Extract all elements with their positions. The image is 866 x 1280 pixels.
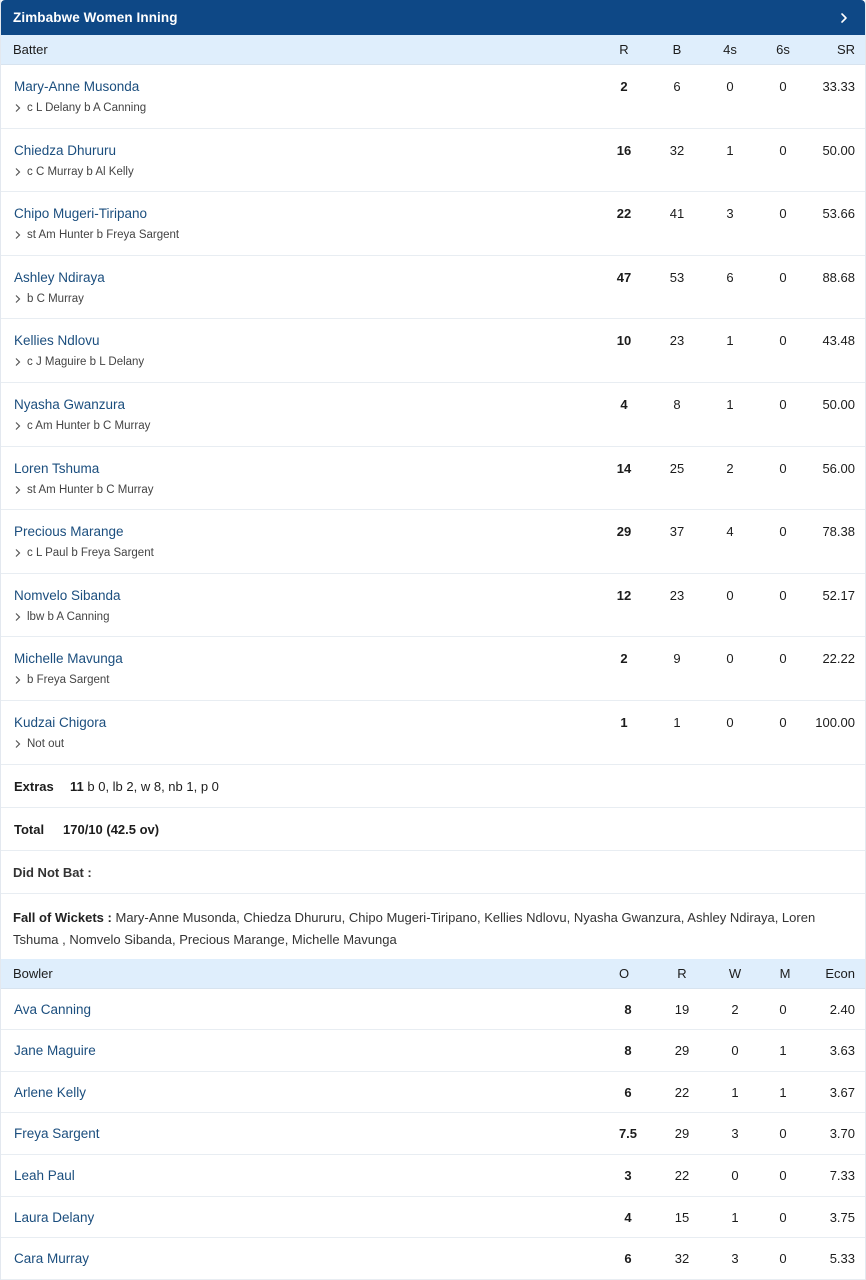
batter-fours: 4 xyxy=(726,524,734,540)
chevron-right-icon xyxy=(14,675,22,685)
bowler-maidens: 0 xyxy=(779,1167,787,1183)
batter-sixes: 0 xyxy=(779,587,787,603)
batter-sixes: 0 xyxy=(779,206,787,222)
bowler-runs: 32 xyxy=(674,1251,690,1267)
bowler-overs: 8 xyxy=(624,1043,632,1059)
batter-name[interactable]: Michelle Mavunga xyxy=(14,651,123,667)
bowler-name[interactable]: Jane Maguire xyxy=(14,1043,96,1059)
batter-fours: 2 xyxy=(726,460,734,476)
batter-strike-rate: 33.33 xyxy=(822,79,855,94)
bowler-economy: 5.33 xyxy=(829,1251,855,1267)
bowler-maidens: 0 xyxy=(779,1209,787,1225)
extras-label: Extras xyxy=(14,778,54,794)
batter-name[interactable]: Kellies Ndlovu xyxy=(14,333,100,349)
batter-runs: 12 xyxy=(616,587,632,603)
bowler-overs: 8 xyxy=(624,1001,632,1017)
batter-runs: 29 xyxy=(616,524,632,540)
batter-sixes: 0 xyxy=(779,460,787,476)
did-not-bat-row xyxy=(1,851,865,894)
dismissal-info[interactable] xyxy=(14,547,154,559)
batter-balls: 1 xyxy=(673,714,681,730)
bowler-runs: 15 xyxy=(674,1209,690,1225)
batter-row[interactable] xyxy=(1,129,865,193)
batter-strike-rate: 50.00 xyxy=(822,396,855,412)
batter-fours: 0 xyxy=(726,79,734,94)
batter-fours: 1 xyxy=(726,333,734,349)
total-label: Total xyxy=(14,821,45,837)
batter-name[interactable]: Loren Tshuma xyxy=(14,460,100,476)
chevron-right-icon[interactable] xyxy=(835,9,853,27)
batter-runs: 22 xyxy=(616,206,632,222)
bowler-runs: 22 xyxy=(674,1084,690,1100)
bowler-maidens: 0 xyxy=(779,1251,787,1267)
bowler-runs: 19 xyxy=(674,1001,690,1017)
batter-strike-rate: 88.68 xyxy=(822,269,855,285)
bowler-overs: 6 xyxy=(624,1251,632,1267)
dismissal-text: st Am Hunter b C Murray xyxy=(27,483,154,496)
bowler-runs: 29 xyxy=(674,1126,690,1142)
batter-sixes: 0 xyxy=(779,396,787,412)
batter-sixes: 0 xyxy=(779,269,787,285)
bowler-row[interactable] xyxy=(1,1197,865,1239)
chevron-right-icon xyxy=(14,485,22,495)
sixes-column-header: 6s xyxy=(776,42,790,57)
bowler-row[interactable] xyxy=(1,989,865,1031)
bowler-name[interactable]: Leah Paul xyxy=(14,1167,75,1183)
bowler-row[interactable] xyxy=(1,1155,865,1197)
bowler-overs: 7.5 xyxy=(618,1126,638,1142)
bowler-name[interactable]: Cara Murray xyxy=(14,1251,90,1267)
batter-row[interactable] xyxy=(1,65,865,129)
dismissal-info[interactable] xyxy=(14,229,179,241)
total-value: 170/10 (42.5 ov) xyxy=(63,821,160,837)
dismissal-text: lbw b A Canning xyxy=(27,610,110,623)
bowler-maidens: 0 xyxy=(779,1001,787,1017)
dismissal-text: st Am Hunter b Freya Sargent xyxy=(27,229,180,242)
runs-column-header: R xyxy=(619,42,629,57)
bowler-economy: 7.33 xyxy=(829,1167,855,1183)
bowler-maidens: 1 xyxy=(779,1043,787,1059)
batter-row[interactable] xyxy=(1,383,865,447)
batter-fours: 0 xyxy=(726,587,734,603)
bowler-row[interactable] xyxy=(1,1072,865,1114)
batter-runs: 4 xyxy=(620,396,628,412)
batter-row[interactable] xyxy=(1,319,865,383)
extras-total: 11 xyxy=(70,778,84,794)
batter-runs: 1 xyxy=(620,714,628,730)
chevron-right-icon xyxy=(14,612,22,622)
batter-balls: 32 xyxy=(669,142,685,158)
batter-runs: 47 xyxy=(616,269,632,285)
total-row xyxy=(1,808,865,851)
bowler-wickets: 0 xyxy=(731,1167,739,1183)
extras-row xyxy=(1,765,865,808)
chevron-right-icon xyxy=(14,103,22,113)
batter-strike-rate: 53.66 xyxy=(822,206,855,222)
batter-balls: 25 xyxy=(669,460,685,476)
batter-name[interactable]: Chiedza Dhururu xyxy=(14,142,117,158)
innings-header[interactable] xyxy=(1,0,865,35)
bowler-wickets: 1 xyxy=(731,1084,739,1100)
batter-row[interactable] xyxy=(1,447,865,511)
batter-sixes: 0 xyxy=(779,79,787,94)
bowling-header-row xyxy=(1,959,865,989)
dismissal-info[interactable] xyxy=(14,738,64,750)
batter-name[interactable]: Mary-Anne Musonda xyxy=(14,79,140,94)
batter-name[interactable]: Chipo Mugeri-Tiripano xyxy=(14,206,148,222)
batter-sixes: 0 xyxy=(779,524,787,540)
dismissal-text: b Freya Sargent xyxy=(27,674,110,687)
chevron-right-icon xyxy=(14,421,22,431)
batter-name[interactable]: Nomvelo Sibanda xyxy=(14,587,121,603)
dismissal-text: c Am Hunter b C Murray xyxy=(27,419,151,432)
batter-row[interactable] xyxy=(1,701,865,765)
batting-header-row xyxy=(1,35,865,65)
batter-balls: 8 xyxy=(673,396,681,412)
batter-row[interactable] xyxy=(1,637,865,701)
batter-balls: 23 xyxy=(669,333,685,349)
batter-runs: 10 xyxy=(616,333,632,349)
bowler-name[interactable]: Laura Delany xyxy=(14,1209,95,1225)
batter-fours: 0 xyxy=(726,714,734,730)
did-not-bat-label: Did Not Bat : xyxy=(13,864,92,880)
innings-title: Zimbabwe Women Inning xyxy=(13,10,178,25)
economy-column-header: Econ xyxy=(825,965,855,981)
bowler-wickets: 2 xyxy=(731,1001,739,1017)
bowler-name[interactable]: Ava Canning xyxy=(14,1001,92,1017)
bowler-maidens: 1 xyxy=(779,1084,787,1100)
balls-column-header: B xyxy=(672,42,682,57)
batter-balls: 9 xyxy=(673,651,681,667)
batter-strike-rate: 52.17 xyxy=(822,587,855,603)
batter-sixes: 0 xyxy=(779,142,787,158)
bowler-name[interactable]: Arlene Kelly xyxy=(14,1084,87,1100)
dismissal-text: c C Murray b Al Kelly xyxy=(27,165,134,178)
bowler-wickets: 3 xyxy=(731,1126,739,1142)
batter-fours: 1 xyxy=(726,396,734,412)
batter-row[interactable] xyxy=(1,256,865,320)
batter-fours: 3 xyxy=(726,206,734,222)
bowler-economy: 2.40 xyxy=(829,1001,855,1017)
chevron-right-icon xyxy=(14,294,22,304)
bowler-economy: 3.67 xyxy=(829,1084,855,1100)
bowler-runs: 29 xyxy=(674,1043,690,1059)
dismissal-info[interactable] xyxy=(14,674,109,686)
chevron-right-icon xyxy=(14,230,22,240)
batter-row[interactable] xyxy=(1,574,865,638)
batter-name[interactable]: Ashley Ndiraya xyxy=(14,269,105,285)
batter-sixes: 0 xyxy=(779,651,787,667)
bowler-wickets: 0 xyxy=(731,1043,739,1059)
dismissal-text: Not out xyxy=(27,737,65,750)
batter-name[interactable]: Kudzai Chigora xyxy=(14,714,107,730)
batter-runs: 16 xyxy=(616,142,632,158)
bowler-wickets: 1 xyxy=(731,1209,739,1225)
batter-strike-rate: 56.00 xyxy=(822,460,855,476)
bowler-column-header: Bowler xyxy=(13,965,53,981)
bowler-row[interactable] xyxy=(1,1113,865,1155)
dismissal-text: c J Maguire b L Delany xyxy=(27,356,145,369)
batter-sixes: 0 xyxy=(779,714,787,730)
bowler-name[interactable]: Freya Sargent xyxy=(14,1126,100,1142)
bowling-list xyxy=(1,989,865,1280)
bowler-overs: 4 xyxy=(624,1209,632,1225)
batter-sixes: 0 xyxy=(779,333,787,349)
batter-fours: 0 xyxy=(726,651,734,667)
batter-strike-rate: 78.38 xyxy=(822,524,855,540)
bowler-maidens: 0 xyxy=(779,1126,787,1142)
dismissal-info[interactable] xyxy=(14,356,144,368)
batter-row[interactable] xyxy=(1,510,865,574)
batter-row[interactable] xyxy=(1,192,865,256)
bowler-overs: 6 xyxy=(624,1084,632,1100)
batting-list xyxy=(1,65,865,765)
dismissal-info[interactable] xyxy=(14,420,150,432)
batter-balls: 41 xyxy=(669,206,685,222)
overs-column-header: O xyxy=(618,965,630,981)
bowler-row[interactable] xyxy=(1,1238,865,1280)
batter-balls: 37 xyxy=(669,524,685,540)
batter-runs: 2 xyxy=(620,79,628,94)
chevron-right-icon xyxy=(14,167,22,177)
batter-name[interactable]: Precious Marange xyxy=(14,524,124,540)
dismissal-info[interactable] xyxy=(14,611,109,623)
extras-detail: b 0, lb 2, w 8, nb 1, p 0 xyxy=(87,778,219,794)
dismissal-text: c L Delany b A Canning xyxy=(27,102,147,114)
batter-runs: 14 xyxy=(616,460,632,476)
bowler-overs: 3 xyxy=(624,1167,632,1183)
wickets-column-header: W xyxy=(728,965,742,981)
bowler-wickets: 3 xyxy=(731,1251,739,1267)
batter-balls: 53 xyxy=(669,269,685,285)
batter-runs: 2 xyxy=(620,651,628,667)
fall-of-wickets-text: Mary-Anne Musonda, Chiedza Dhururu, Chipo Mugeri-Tiripano, Kellies Ndlovu, Nyasha Gwanzura, Ashley Ndiraya, Loren Tshuma , Nomvelo Sibanda, Precious Marange, Michelle Mavunga xyxy=(13,909,816,947)
dismissal-info[interactable] xyxy=(14,484,154,496)
dismissal-text: b C Murray xyxy=(27,292,84,305)
batter-fours: 6 xyxy=(726,269,734,285)
chevron-right-icon xyxy=(14,548,22,558)
batter-column-header: Batter xyxy=(13,42,48,57)
batter-balls: 23 xyxy=(669,587,685,603)
chevron-right-icon xyxy=(14,357,22,367)
dismissal-info[interactable] xyxy=(14,166,134,178)
bowler-economy: 3.70 xyxy=(829,1126,855,1142)
batter-balls: 6 xyxy=(673,79,681,94)
dismissal-text: c L Paul b Freya Sargent xyxy=(27,547,154,560)
dismissal-info[interactable] xyxy=(14,102,146,114)
bowler-economy: 3.63 xyxy=(829,1043,855,1059)
fall-of-wickets-label: Fall of Wickets : xyxy=(13,909,112,925)
dismissal-info[interactable] xyxy=(14,293,84,305)
bowler-economy: 3.75 xyxy=(829,1209,855,1225)
maidens-column-header: M xyxy=(779,965,791,981)
batter-strike-rate: 50.00 xyxy=(822,142,855,158)
fours-column-header: 4s xyxy=(723,42,737,57)
batter-strike-rate: 43.48 xyxy=(822,333,855,349)
batter-name[interactable]: Nyasha Gwanzura xyxy=(14,396,126,412)
strike-rate-column-header: SR xyxy=(836,42,855,57)
batter-fours: 1 xyxy=(726,142,734,158)
bowler-runs: 22 xyxy=(674,1167,690,1183)
runs-conceded-column-header: R xyxy=(677,965,687,981)
batter-strike-rate: 100.00 xyxy=(815,714,855,730)
fall-of-wickets-row xyxy=(1,894,865,959)
batter-strike-rate: 22.22 xyxy=(822,651,855,667)
bowler-row[interactable] xyxy=(1,1030,865,1072)
extras-value xyxy=(70,779,219,794)
chevron-right-icon xyxy=(14,739,22,749)
